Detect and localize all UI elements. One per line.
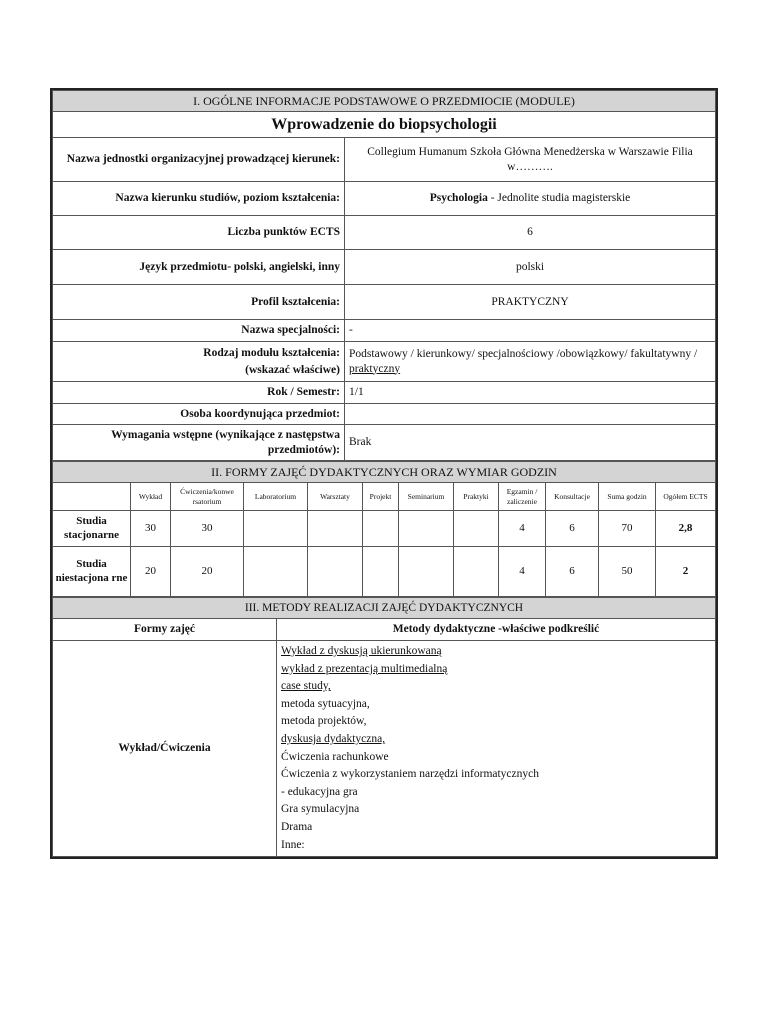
method-item: Wykład z dyskusją ukierunkowaną xyxy=(281,645,442,657)
language-label: Język przedmiotu- polski, angielski, inny xyxy=(53,250,345,285)
cell xyxy=(308,511,363,547)
section3-header: III. METODY REALIZACJI ZAJĘĆ DYDAKTYCZNYCH xyxy=(53,598,716,619)
unit-label: Nazwa jednostki organizacyjnej prowadzącej kierunek: xyxy=(53,138,345,182)
cell xyxy=(308,547,363,597)
cell: 20 xyxy=(171,547,244,597)
method-item: Ćwiczenia rachunkowe xyxy=(281,750,389,763)
forms-column-header: Formy zajęć xyxy=(53,619,277,641)
col-header: Warsztaty xyxy=(308,483,363,511)
field-value-rest: - Jednolite studia magisterskie xyxy=(487,192,631,205)
method-item: dyskusja dydaktyczna, xyxy=(281,732,386,745)
cell xyxy=(363,511,399,547)
method-item: Ćwiczenia z wykorzystaniem narzędzi informatycznych xyxy=(281,768,539,781)
unit-value: Collegium Humanum Szkoła Główna Menedżerska w Warszawie Filia w………. xyxy=(345,138,716,182)
method-item: Gra symulacyjna xyxy=(281,803,360,816)
col-header: Seminarium xyxy=(399,483,454,511)
method-item: Inne: xyxy=(281,838,305,851)
method-item: case study, xyxy=(281,680,331,693)
form-name: Wykład/Ćwiczenia xyxy=(53,641,277,857)
col-header: Ćwiczenia/konwe rsatorium xyxy=(171,483,244,511)
module-type-selected: praktyczny xyxy=(349,362,401,375)
module-type-options: Podstawowy / kierunkowy/ specjalnościowy /obowiązkowy/ fakultatywny / xyxy=(349,348,698,361)
cell: 4 xyxy=(499,547,546,597)
row-header-stationary: Studia stacjonarne xyxy=(53,511,131,547)
teaching-methods-table xyxy=(52,597,716,857)
col-header: Wykład xyxy=(131,483,171,511)
class-forms-table xyxy=(52,461,716,597)
cell: 50 xyxy=(599,547,656,597)
cell: 30 xyxy=(171,511,244,547)
cell: 70 xyxy=(599,511,656,547)
methods-column-header: Metody dydaktyczne -właściwe podkreślić xyxy=(277,619,716,641)
coordinator-value xyxy=(345,404,716,425)
cell: 6 xyxy=(546,547,599,597)
cell xyxy=(244,511,308,547)
course-form xyxy=(50,88,718,859)
general-info-table xyxy=(52,90,716,461)
cell-ects: 2 xyxy=(656,547,716,597)
cell: 6 xyxy=(546,511,599,547)
methods-list xyxy=(277,641,716,857)
col-header: Ogółem ECTS xyxy=(656,483,716,511)
cell xyxy=(454,547,499,597)
cell xyxy=(363,547,399,597)
cell xyxy=(454,511,499,547)
profile-value: PRAKTYCZNY xyxy=(345,285,716,320)
specialty-label: Nazwa specjalności: xyxy=(53,320,345,342)
cell: 20 xyxy=(131,547,171,597)
method-item: Drama xyxy=(281,820,313,833)
prerequisites-label: Wymagania wstępne (wynikające z następstwa przedmiotów): xyxy=(53,425,345,461)
col-header: Egzamin / zaliczenie xyxy=(499,483,546,511)
module-type-label-line1: Rodzaj modułu kształcenia: xyxy=(203,346,340,359)
col-header: Laboratorium xyxy=(244,483,308,511)
specialty-value: - xyxy=(345,320,716,342)
col-header: Projekt xyxy=(363,483,399,511)
cell: 4 xyxy=(499,511,546,547)
ects-label: Liczba punktów ECTS xyxy=(53,216,345,250)
col-header: Konsultacje xyxy=(546,483,599,511)
module-type-value xyxy=(345,342,716,382)
method-item: metoda sytuacyjna, xyxy=(281,697,370,710)
method-item: wykład z prezentacją multimedialną xyxy=(281,662,448,675)
cell-ects: 2,8 xyxy=(656,511,716,547)
field-value-bold: Psychologia xyxy=(429,192,488,205)
col-header: Praktyki xyxy=(454,483,499,511)
col-header: Suma godzin xyxy=(599,483,656,511)
prerequisites-value: Brak xyxy=(345,425,716,461)
method-item: metoda projektów, xyxy=(281,715,367,728)
year-semester-value: 1/1 xyxy=(345,382,716,404)
ects-value: 6 xyxy=(345,216,716,250)
method-item: - edukacyjna gra xyxy=(281,785,358,798)
cell xyxy=(399,547,454,597)
coordinator-label: Osoba koordynująca przedmiot: xyxy=(53,404,345,425)
field-label: Nazwa kierunku studiów, poziom kształcenia: xyxy=(53,182,345,216)
section2-header: II. FORMY ZAJĘĆ DYDAKTYCZNYCH ORAZ WYMIAR GODZIN xyxy=(53,462,716,483)
profile-label: Profil kształcenia: xyxy=(53,285,345,320)
section1-header: I. OGÓLNE INFORMACJE PODSTAWOWE O PRZEDMIOCIE (MODULE) xyxy=(53,91,716,112)
cell xyxy=(244,547,308,597)
module-type-label-line2: (wskazać właściwe) xyxy=(245,364,340,376)
course-title: Wprowadzenie do biopsychologii xyxy=(53,112,716,138)
field-value xyxy=(345,182,716,216)
cell: 30 xyxy=(131,511,171,547)
cell xyxy=(399,511,454,547)
corner-cell xyxy=(53,483,131,511)
row-header-part-time: Studia niestacjona rne xyxy=(53,547,131,597)
module-type-label xyxy=(53,342,345,382)
year-semester-label: Rok / Semestr: xyxy=(53,382,345,404)
language-value: polski xyxy=(345,250,716,285)
